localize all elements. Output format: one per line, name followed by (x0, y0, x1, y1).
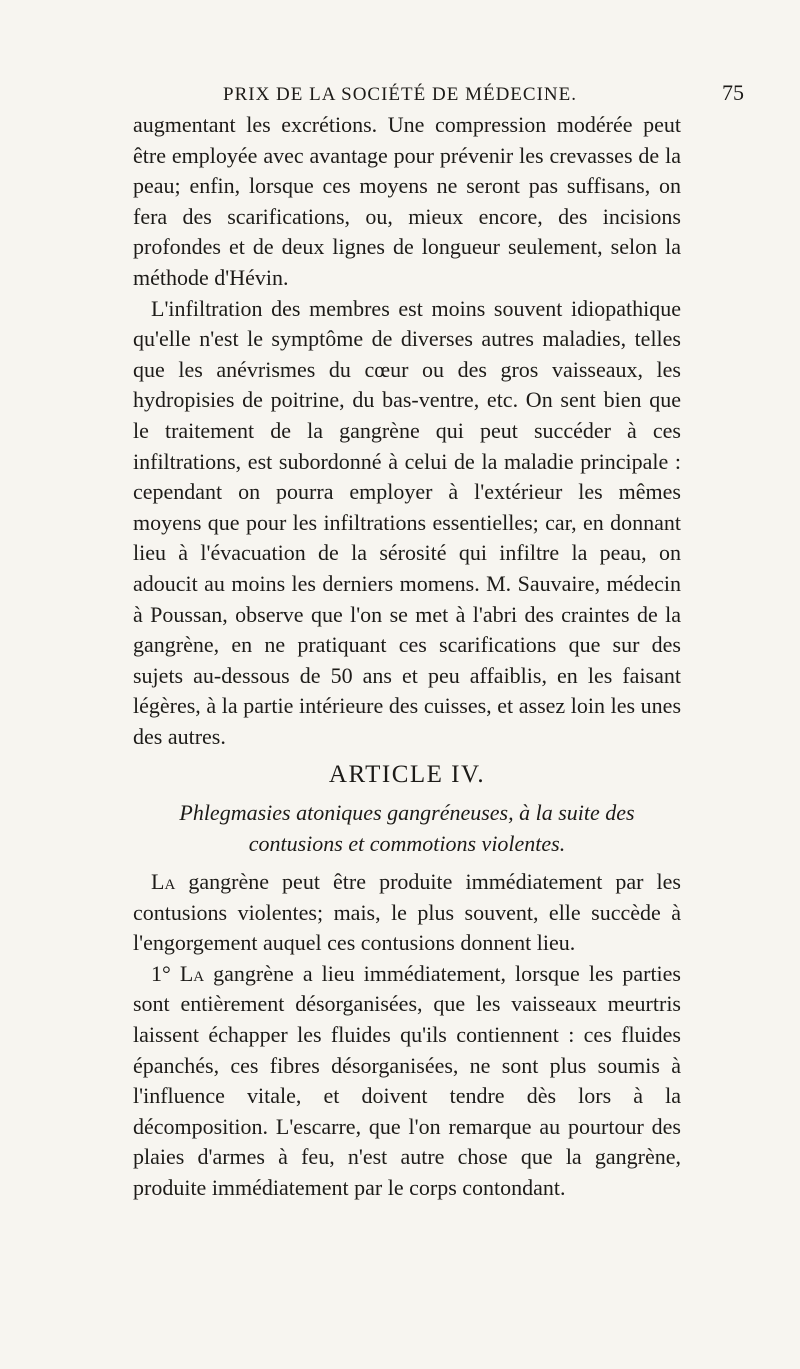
paragraph-text: gangrène peut être produite immédiatement par les contusions violentes; mais, le plus souvent, elle succède à l'engorgement auquel ces contusions donnent lieu. (133, 869, 681, 956)
paragraph-initial: 1° La (151, 960, 205, 986)
paragraph-infiltration: L'infiltration des membres est moins souvent idiopathique qu'elle n'est le symptôme de diverses autres maladies, telles que les anévrismes du cœur ou des gros vaisseaux, les hydropisies de poitrine, du bas-ventre, etc. On sent bien que le traitement de la gangrène qui peut succéder à ces infiltrations, est subordonné à celui de la maladie principale : cependant on pourra employer à l'extérieur les mêmes moyens que pour les infiltrations essentielles; car, en donnant lieu à l'évacuation de la sérosité qui infiltre la peau, on adoucit au moins les derniers momens. M. Sauvaire, médecin à Poussan, observe que l'on se met à l'abri des craintes de la gangrène, en ne pratiquant ces scarifications que sur des sujets au-dessous de 50 ans et peu affaiblis, en les faisant légères, à la partie intérieure des cuisses, et assez loin les unes des autres. (133, 295, 681, 749)
article-heading: ARTICLE IV. (328, 761, 486, 789)
paragraph-initial: La (151, 869, 176, 895)
page-body (133, 110, 681, 1204)
page-number: 75 (722, 80, 744, 105)
running-title: PRIX DE LA SOCIÉTÉ DE MÉDECINE. (223, 84, 577, 105)
article-paragraph-2 (133, 959, 681, 1204)
article-paragraph-1 (133, 867, 681, 959)
paragraph-continued: augmentant les excrétions. Une compression modérée peut être employée avec avantage pour prévenir les crevasses de la peau; enfin, lorsque ces moyens ne seront pas suffisans, on fera des scarifications, ou, mieux encore, des incisions profondes et de deux lignes de longueur seulement, selon la méthode d'Hévin. (133, 112, 681, 290)
article-subtitle: Phlegmasies atoniques gangréneuses, à la suite des contusions et commotions violentes. (179, 800, 635, 857)
paragraph-text: gangrène a lieu immédiatement, lorsque les parties sont entièrement désorganisées, que les vaisseaux meurtris laissent échapper les fluides qu'ils contiennent : ces fluides épanchés, ces fibres désorganisées, ne sont plus soumis à l'influence vitale, et doivent tendre dès lors à la décomposition. L'escarre, que l'on remarque au pourtour des plaies d'armes à feu, n'est autre chose que la gangrène, produite immédiatement par le corps contondant. (133, 960, 681, 1200)
